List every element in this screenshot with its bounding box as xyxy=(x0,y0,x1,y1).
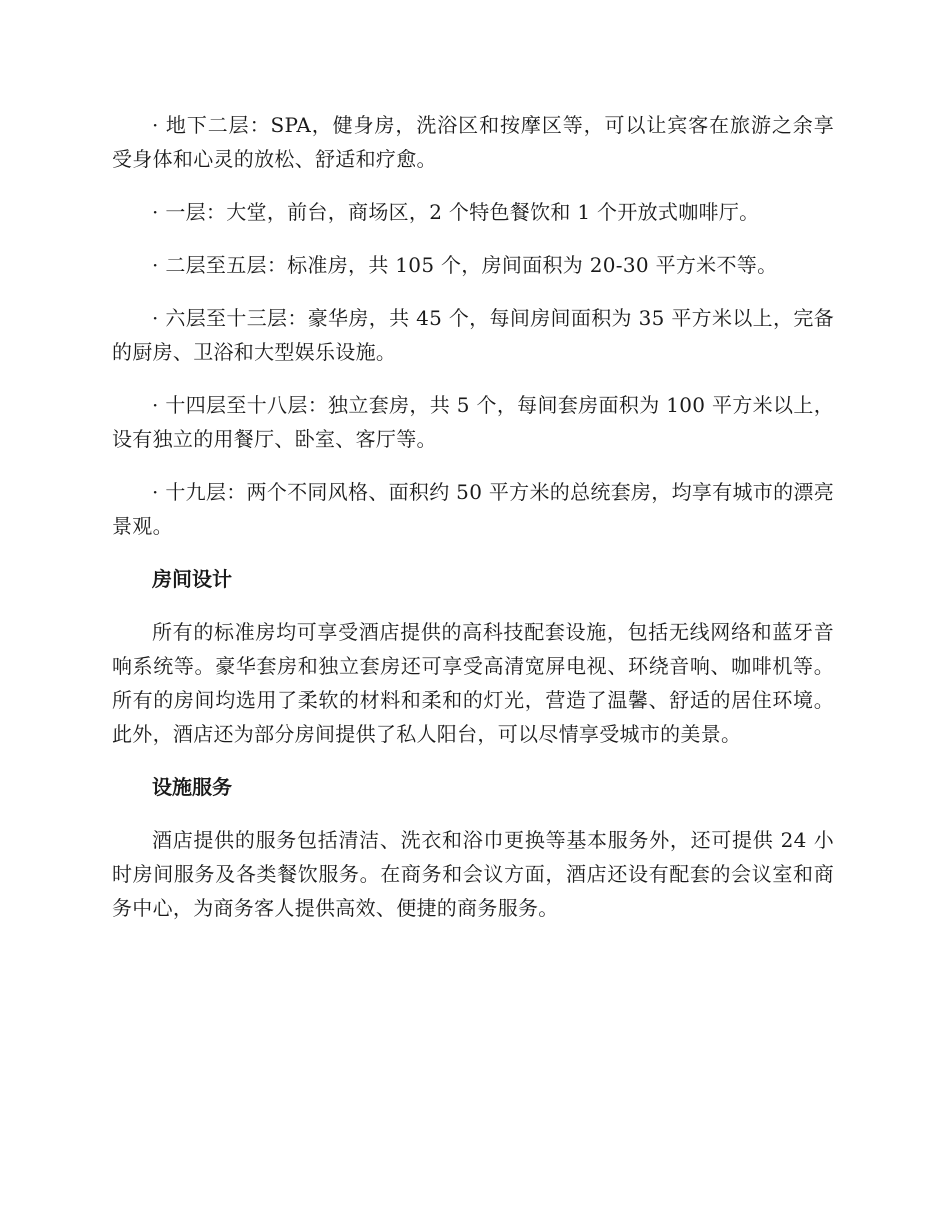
document-page xyxy=(112,108,834,944)
floor-item-2f-5f: · 二层至五层：标准房，共 105 个，房间面积为 20-30 平方米不等。 xyxy=(152,253,778,277)
floor-item-b2: · 地下二层：SPA，健身房，洗浴区和按摩区等，可以让宾客在旅游之余享受身体和心灵的放松、舒适和疗愈。 xyxy=(112,113,834,171)
floor-item-19f: · 十九层：两个不同风格、面积约 50 平方米的总统套房，均享有城市的漂亮景观。 xyxy=(112,480,834,538)
facilities-heading: 设施服务 xyxy=(152,775,232,799)
room-design-paragraph: 所有的标准房均可享受酒店提供的高科技配套设施，包括无线网络和蓝牙音响系统等。豪华套房和独立套房还可享受高清宽屏电视、环绕音响、咖啡机等。所有的房间均选用了柔软的材料和柔和的灯光，营造了温馨、舒适的居住环境。此外，酒店还为部分房间提供了私人阳台，可以尽情享受城市的美景。 xyxy=(112,620,834,746)
floor-item-14f-18f: · 十四层至十八层：独立套房，共 5 个，每间套房面积为 100 平方米以上，设有独立的用餐厅、卧室、客厅等。 xyxy=(112,393,834,451)
floor-item-6f-13f: · 六层至十三层：豪华房，共 45 个，每间房间面积为 35 平方米以上，完备的厨房、卫浴和大型娱乐设施。 xyxy=(112,306,834,364)
floor-item-1f: · 一层：大堂，前台，商场区，2 个特色餐饮和 1 个开放式咖啡厅。 xyxy=(152,200,760,224)
room-design-heading: 房间设计 xyxy=(152,567,232,591)
facilities-paragraph: 酒店提供的服务包括清洁、洗衣和浴巾更换等基本服务外，还可提供 24 小时房间服务及各类餐饮服务。在商务和会议方面，酒店还设有配套的会议室和商务中心，为商务客人提供高效、便捷的商务服务。 xyxy=(112,828,834,920)
